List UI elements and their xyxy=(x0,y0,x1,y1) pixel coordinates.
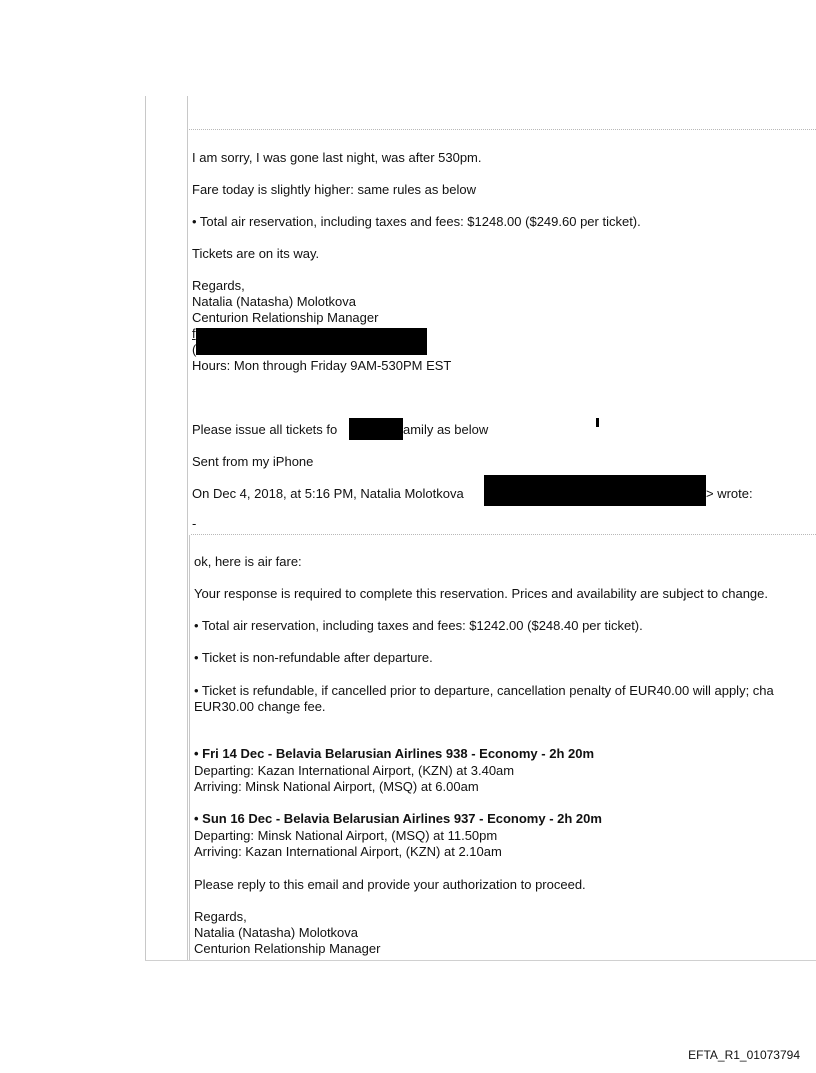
reply-bullet-total: • Total air reservation, including taxes and fees: $1248.00 ($249.60 per ticket). xyxy=(192,214,641,229)
quote-inner-rule xyxy=(189,535,190,961)
page-bottom-rule xyxy=(145,960,816,961)
quote-top-divider xyxy=(191,534,816,535)
document-id: EFTA_R1_01073794 xyxy=(688,1048,800,1062)
reply-line-tickets: Tickets are on its way. xyxy=(192,246,320,261)
fare-bullet-refundable: • Ticket is refundable, if cancelled prior to departure, cancellation penalty of EUR40.00 will apply; cha xyxy=(194,683,774,698)
reply-line-fare: Fare today is slightly higher: same rules as below xyxy=(192,182,476,197)
fare-opening: ok, here is air fare: xyxy=(194,554,302,569)
flight-arriving: Arriving: Kazan International Airport, (KZN) at 2.10am xyxy=(194,844,502,859)
flight-departing: Departing: Kazan International Airport, (KZN) at 3.40am xyxy=(194,763,515,778)
sent-from: Sent from my iPhone xyxy=(192,454,314,469)
client-request-start: Please issue all tickets fo xyxy=(192,422,338,437)
fare-bullet-nonrefundable: • Ticket is non-refundable after departure. xyxy=(194,650,433,665)
flight-heading: • Sun 16 Dec - Belavia Belarusian Airlines 937 - Economy - 2h 20m xyxy=(194,811,602,826)
signature-phone-fragment: ( xyxy=(192,342,197,357)
redaction-block xyxy=(484,475,706,506)
original-signature-regards: Regards, xyxy=(194,909,247,924)
reply-top-divider xyxy=(189,129,816,130)
signature-regards: Regards, xyxy=(192,278,245,293)
fare-change-fee: EUR30.00 change fee. xyxy=(194,699,326,714)
signature-name: Natalia (Natasha) Molotkova xyxy=(192,294,357,309)
redaction-block xyxy=(349,418,403,440)
quote-dash: - xyxy=(192,516,197,531)
quote-left-rule xyxy=(187,96,188,961)
fare-notice: Your response is required to complete this reservation. Prices and availability are subject to change. xyxy=(194,586,768,601)
client-request-end: amily as below xyxy=(403,422,489,437)
authorization-request: Please reply to this email and provide your authorization to proceed. xyxy=(194,877,586,892)
signature-link-fragment: f xyxy=(192,326,196,341)
flight-heading: • Fri 14 Dec - Belavia Belarusian Airlines 938 - Economy - 2h 20m xyxy=(194,746,595,761)
fare-bullet-total: • Total air reservation, including taxes and fees: $1242.00 ($248.40 per ticket). xyxy=(194,618,643,633)
redaction-block xyxy=(196,328,427,355)
redaction-mark xyxy=(596,418,599,427)
signature-hours: Hours: Mon through Friday 9AM-530PM EST xyxy=(192,358,452,373)
reply-line-apology: I am sorry, I was gone last night, was after 530pm. xyxy=(192,150,482,165)
signature-title: Centurion Relationship Manager xyxy=(192,310,379,325)
quote-header-end: > wrote: xyxy=(706,486,753,501)
flight-departing: Departing: Minsk National Airport, (MSQ) at 11.50pm xyxy=(194,828,498,843)
quote-header-start: On Dec 4, 2018, at 5:16 PM, Natalia Molotkova xyxy=(192,486,464,501)
outer-left-rule xyxy=(145,96,146,961)
original-signature-name: Natalia (Natasha) Molotkova xyxy=(194,925,359,940)
flight-arriving: Arriving: Minsk National Airport, (MSQ) at 6.00am xyxy=(194,779,479,794)
original-signature-title: Centurion Relationship Manager xyxy=(194,941,381,956)
